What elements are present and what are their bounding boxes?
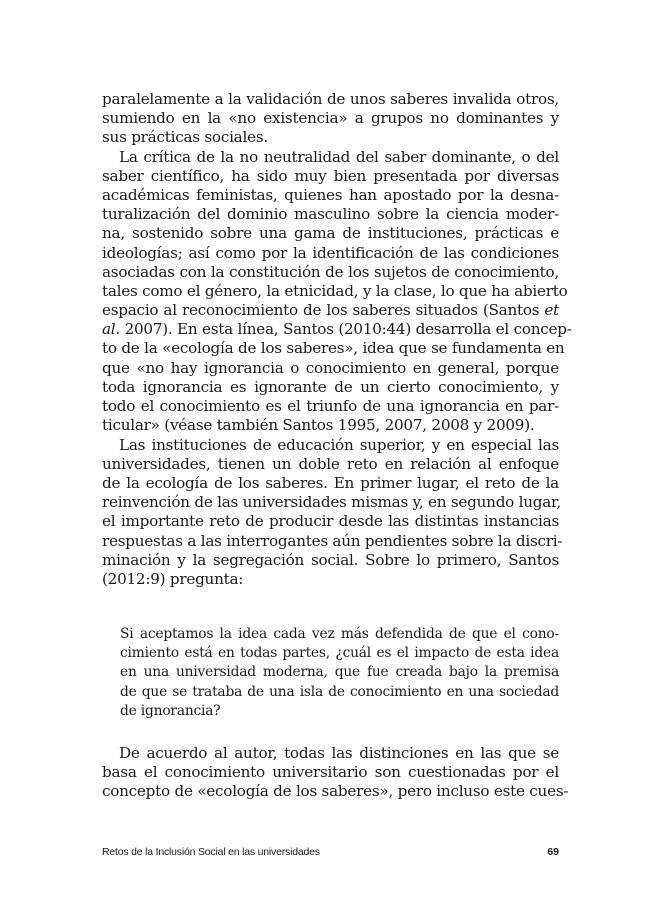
quote-line: Si aceptamos la idea cada vez más defendida de que el cono- bbox=[120, 626, 559, 642]
text-line: (2012:9) pregunta: bbox=[102, 569, 244, 588]
text-line: La crítica de la no neutralidad del saber dominante, o del bbox=[119, 147, 559, 166]
text-line: saber científico, ha sido muy bien presentada por diversas bbox=[102, 166, 559, 185]
text-line: turalización del dominio masculino sobre la ciencia moder- bbox=[102, 205, 559, 224]
text-line: académicas feministas, quienes han apostado por la desna- bbox=[102, 185, 559, 204]
paragraph-4 bbox=[102, 744, 569, 802]
text-line: De acuerdo al autor, todas las distinciones en las que se bbox=[119, 744, 559, 762]
text-line: concepto de «ecología de los saberes», pero incluso este cues- bbox=[102, 782, 569, 801]
text-line: tales como el género, la etnicidad, y la clase, lo que ha abierto bbox=[102, 281, 568, 300]
paragraph-3 bbox=[102, 435, 563, 590]
quote-line: en una universidad moderna, que fue creada bajo la premisa bbox=[120, 664, 559, 681]
text-line: basa el conocimiento universitario son cuestionadas por el bbox=[102, 763, 559, 782]
page-number: 69 bbox=[547, 846, 559, 858]
text-line: de la ecología de los saberes. En primer lugar, el reto de la bbox=[102, 473, 559, 492]
italic-al: al. bbox=[102, 320, 120, 339]
text-line: todo el conocimiento es el triunfo de una ignorancia en par- bbox=[102, 397, 559, 416]
text-fragment: espacio al reconocimiento de los saberes situados (Santos bbox=[102, 301, 540, 320]
text-line: asociadas con la constitución de los sujetos de conocimiento, bbox=[102, 262, 559, 281]
paragraph-1 bbox=[102, 90, 559, 148]
paragraph-2 bbox=[102, 147, 572, 436]
running-footer-title: Retos de la Inclusión Social en las universidades bbox=[102, 846, 320, 858]
text-line: na, sostenido sobre una gama de instituciones, prácticas e bbox=[102, 224, 559, 243]
text-line-with-italic bbox=[102, 320, 572, 339]
text-line: respuestas a las interrogantes aún pendientes sobre la discri- bbox=[102, 531, 563, 550]
text-line: minación y la segregación social. Sobre lo primero, Santos bbox=[102, 550, 559, 569]
text-line: universidades, tienen un doble reto en relación al enfoque bbox=[102, 454, 559, 473]
text-line: ideologías; así como por la identificación de las condiciones bbox=[102, 243, 559, 262]
block-quote bbox=[120, 625, 559, 721]
italic-et: et bbox=[544, 301, 560, 320]
text-line: sus prácticas sociales. bbox=[102, 128, 268, 147]
text-line: to de la «ecología de los saberes», idea que se fundamenta en bbox=[102, 339, 565, 358]
text-line: ticular» (véase también Santos 1995, 2007, 2008 y 2009). bbox=[102, 416, 535, 435]
text-fragment: 2007). En esta línea, Santos (2010:44) desarrolla el concep- bbox=[124, 320, 572, 339]
quote-line: de que se trataba de una isla de conocimiento en una sociedad bbox=[120, 683, 559, 700]
text-line: paralelamente a la validación de unos saberes invalida otros, bbox=[102, 90, 559, 108]
quote-line: de ignorancia? bbox=[120, 702, 221, 719]
text-line: el importante reto de producir desde las distintas instancias bbox=[102, 512, 559, 531]
text-line-with-italic bbox=[102, 301, 559, 320]
text-line: que «no hay ignorancia o conocimiento en general, porque bbox=[102, 358, 559, 377]
text-line: sumiendo en la «no existencia» a grupos no dominantes y bbox=[102, 109, 559, 128]
text-line: reinvención de las universidades mismas y, en segundo lugar, bbox=[102, 493, 561, 512]
quote-line: cimiento está en todas partes, ¿cuál es el impacto de esta idea bbox=[120, 645, 559, 662]
text-line: Las instituciones de educación superior, y en especial las bbox=[119, 435, 559, 454]
text-line: toda ignorancia es ignorante de un cierto conocimiento, y bbox=[102, 377, 559, 396]
